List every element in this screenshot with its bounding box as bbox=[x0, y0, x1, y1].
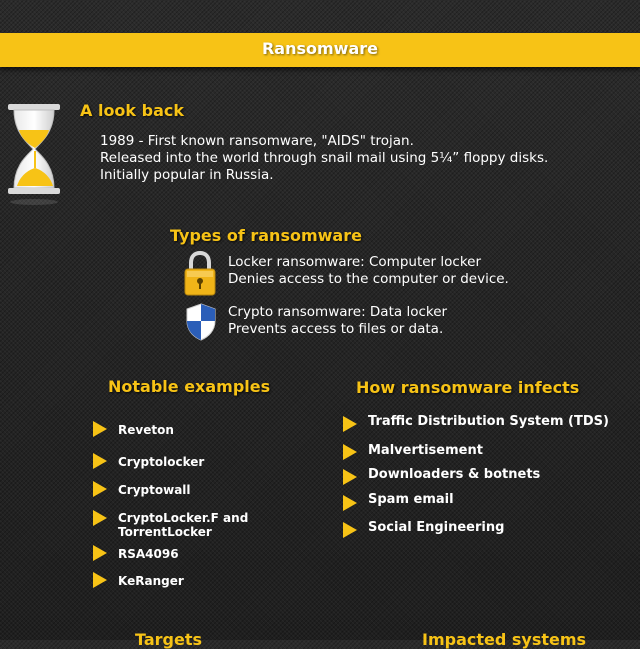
infects-bullet-icon bbox=[343, 469, 357, 485]
page-title: Ransomware bbox=[261, 39, 378, 58]
notable-bullet-icon bbox=[93, 545, 107, 561]
notable-bullet-icon bbox=[93, 510, 107, 526]
notable-item-cryptowall: Cryptowall bbox=[118, 483, 191, 497]
locker-desc: Denies access to the computer or device. bbox=[228, 271, 509, 287]
infects-bullet-icon bbox=[343, 444, 357, 460]
notable-bullet-icon bbox=[93, 421, 107, 437]
crypto-desc: Prevents access to files or data. bbox=[228, 321, 444, 337]
crypto-title: Crypto ransomware: Data locker bbox=[228, 304, 448, 320]
look-back-line-3: Initially popular in Russia. bbox=[100, 167, 274, 183]
infects-item-social: Social Engineering bbox=[368, 520, 505, 535]
infects-bullet-icon bbox=[343, 522, 357, 538]
look-back-heading: A look back bbox=[80, 101, 185, 120]
locker-title: Locker ransomware: Computer locker bbox=[228, 254, 482, 270]
infects-item-tds: Traffic Distribution System (TDS) bbox=[368, 414, 609, 429]
notable-item-cryptolocker-f: CryptoLocker.F and bbox=[118, 511, 249, 525]
title-banner bbox=[0, 33, 640, 67]
notable-item-torrentlocker: TorrentLocker bbox=[118, 525, 212, 539]
types-heading: Types of ransomware bbox=[170, 226, 362, 245]
notable-item-cryptolocker: Cryptolocker bbox=[118, 455, 205, 469]
look-back-line-2: Released into the world through snail mail using 5¼” floppy disks. bbox=[100, 150, 549, 166]
notable-item-rsa4096: RSA4096 bbox=[118, 547, 179, 561]
hourglass-icon bbox=[6, 104, 64, 210]
infects-item-spam: Spam email bbox=[368, 492, 454, 507]
notable-item-keranger: KeRanger bbox=[118, 574, 184, 588]
notable-bullet-icon bbox=[93, 453, 107, 469]
look-back-line-1: 1989 - First known ransomware, "AIDS" trojan. bbox=[100, 133, 414, 149]
infects-bullet-icon bbox=[343, 416, 357, 432]
targets-heading: Targets bbox=[135, 630, 203, 649]
infects-bullet-icon bbox=[343, 495, 357, 511]
infects-item-downloaders: Downloaders & botnets bbox=[368, 467, 541, 482]
shield-icon bbox=[184, 302, 218, 342]
notable-item-reveton: Reveton bbox=[118, 423, 174, 437]
padlock-icon bbox=[183, 251, 217, 297]
infects-item-malvertisement: Malvertisement bbox=[368, 443, 483, 458]
infects-heading: How ransomware infects bbox=[356, 378, 580, 397]
notable-bullet-icon bbox=[93, 572, 107, 588]
notable-bullet-icon bbox=[93, 481, 107, 497]
impacted-systems-heading: Impacted systems bbox=[422, 630, 587, 649]
notable-heading: Notable examples bbox=[108, 377, 271, 396]
